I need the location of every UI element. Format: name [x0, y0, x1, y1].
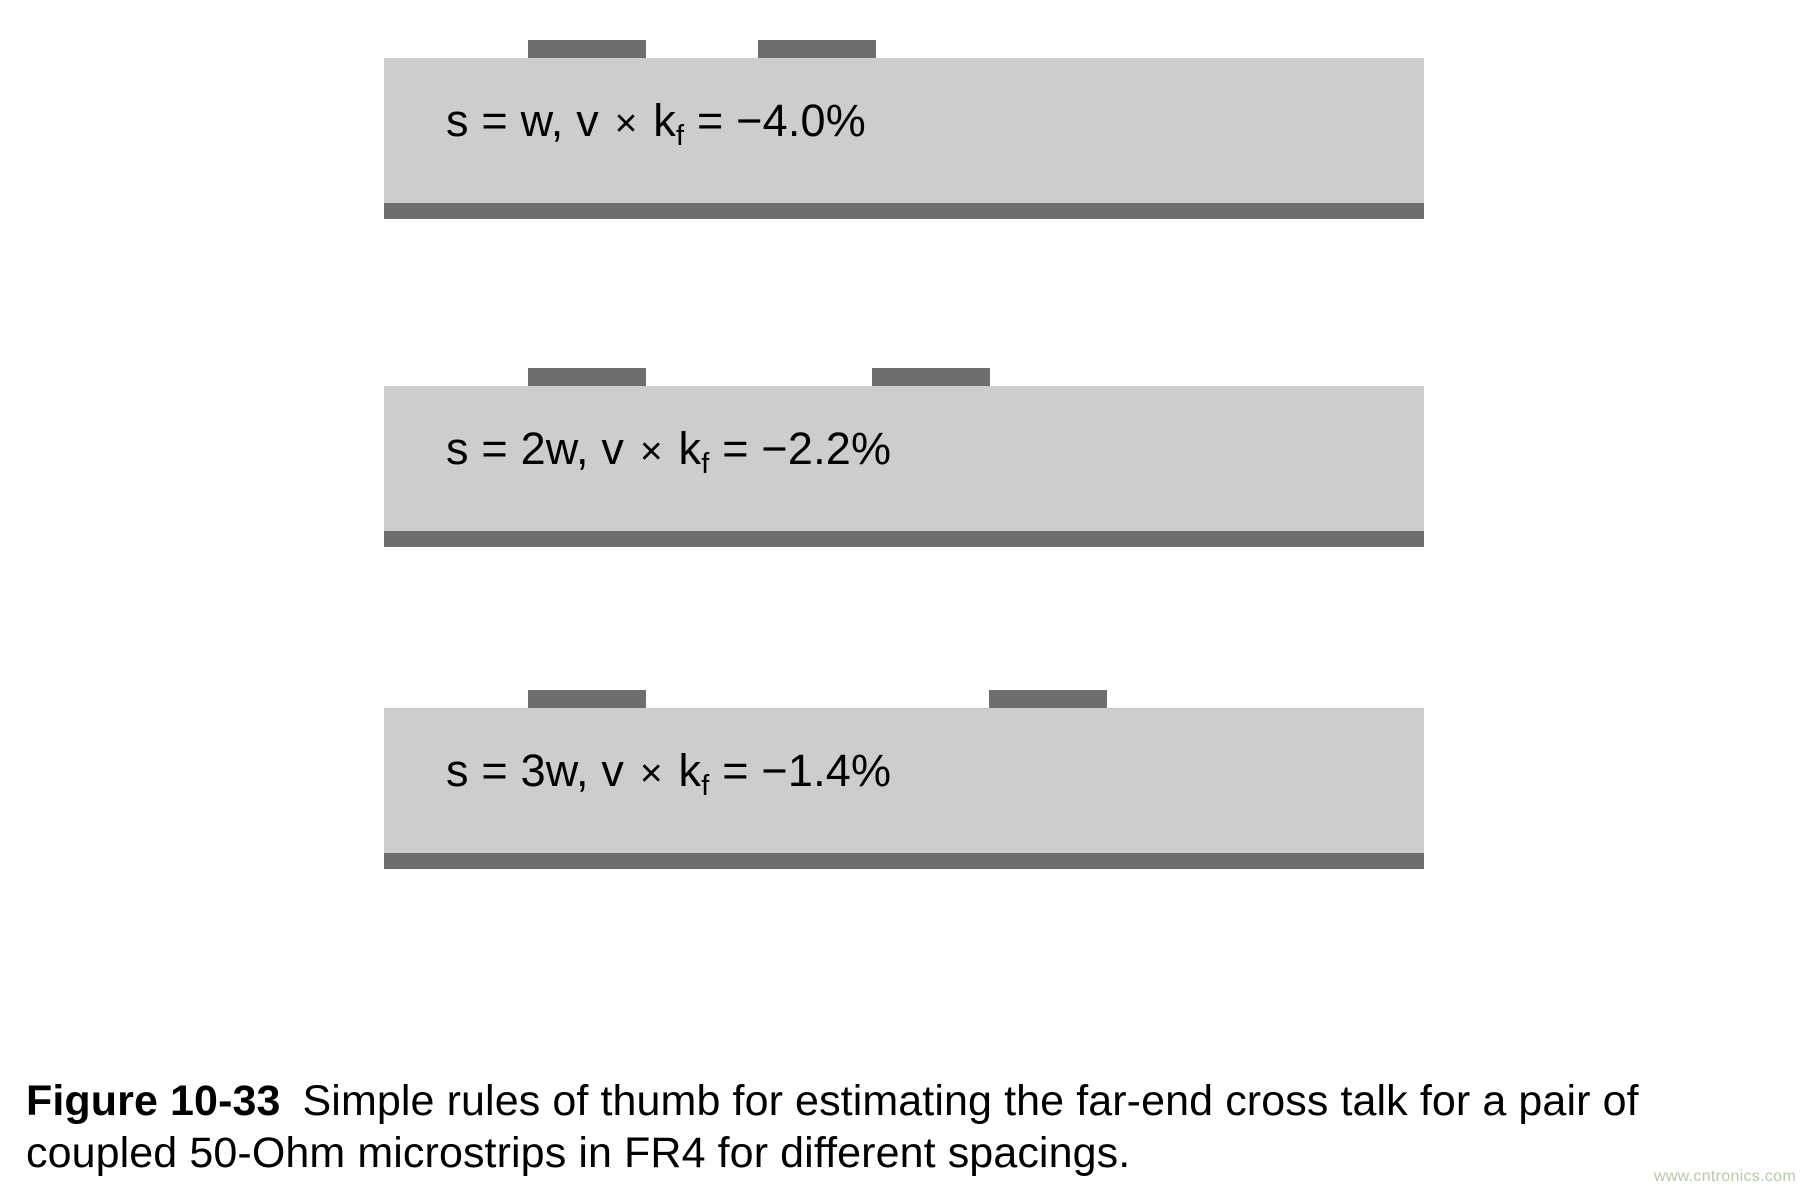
watermark-text: www.cntronics.com [1653, 1168, 1796, 1185]
panel-label-3-suffix: = −1.4% [709, 745, 892, 796]
signal-trace-right [872, 368, 990, 386]
panel-label-1-suffix: = −4.0% [684, 95, 866, 146]
panel-label-2-prefix: s = 2w, v [446, 423, 637, 474]
signal-trace-left [528, 368, 646, 386]
figure-caption [26, 1075, 1796, 1180]
panel-label-2 [446, 423, 892, 480]
ground-plane [384, 531, 1424, 547]
microstrip-cross-section-2 [384, 368, 1424, 548]
panel-label-1 [446, 95, 866, 152]
panel-label-3 [446, 745, 892, 802]
multiply-symbol: × [639, 430, 663, 473]
microstrip-cross-section-1 [384, 40, 1424, 220]
panel-label-2-suffix: = −2.2% [709, 423, 892, 474]
panel-label-1-prefix: s = w, v [446, 95, 612, 146]
panel-label-2-k: k [665, 423, 702, 474]
figure-number: Figure 10-33 [26, 1077, 281, 1125]
panel-label-2-subscript: f [701, 448, 710, 480]
signal-trace-left [528, 690, 646, 708]
multiply-symbol: × [614, 102, 638, 145]
signal-trace-right [758, 40, 876, 58]
panel-label-3-k: k [665, 745, 702, 796]
signal-trace-left [528, 40, 646, 58]
panel-label-1-subscript: f [676, 120, 685, 152]
figure-caption-text: Simple rules of thumb for estimating the far-end cross talk for a pair of coupled 50-Ohm microstrips in FR4 for different spacings. [26, 1077, 1639, 1178]
panel-label-3-prefix: s = 3w, v [446, 745, 637, 796]
signal-trace-right [989, 690, 1107, 708]
panel-label-3-subscript: f [701, 770, 710, 802]
ground-plane [384, 203, 1424, 219]
microstrip-cross-section-3 [384, 690, 1424, 870]
panel-label-1-k: k [640, 95, 676, 146]
ground-plane [384, 853, 1424, 869]
multiply-symbol: × [639, 752, 663, 795]
